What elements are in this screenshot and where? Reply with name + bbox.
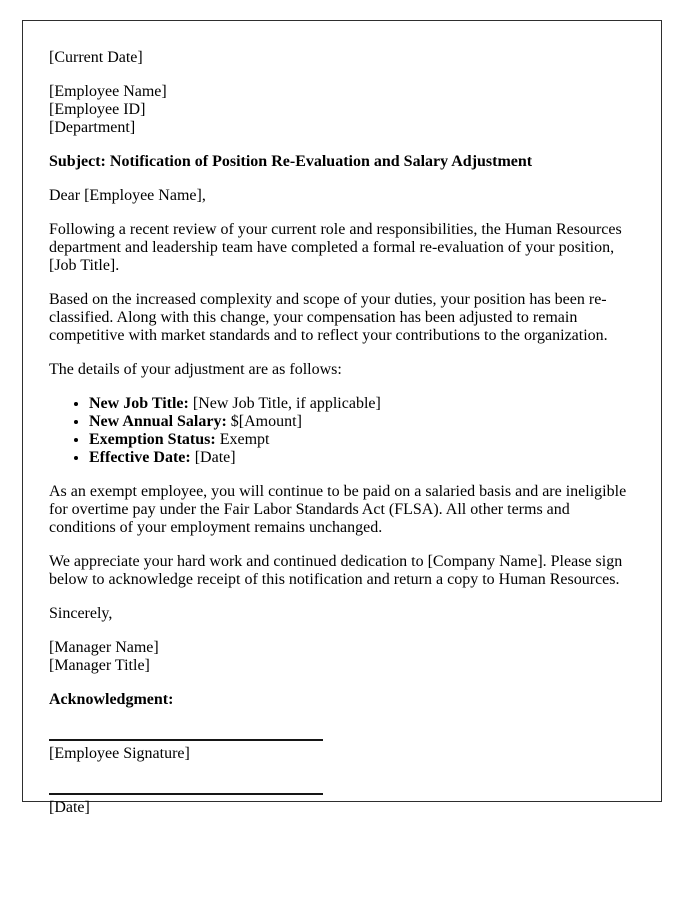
- recipient-block: [49, 83, 635, 137]
- list-item-new-annual-salary: [89, 413, 635, 431]
- letter-document: [22, 20, 662, 816]
- recipient-id: [Employee ID]: [49, 101, 146, 118]
- details-intro: The details of your adjustment are as follows:: [49, 361, 342, 378]
- list-item-new-job-title: [89, 395, 635, 413]
- employee-signature-label: [Employee Signature]: [49, 745, 190, 762]
- body-paragraph-4: We appreciate your hard work and continued dedication to [Company Name]. Please sign below to acknowledge receipt of this notification and return a copy to Human Resources.: [49, 553, 623, 588]
- detail-label: New Job Title:: [89, 395, 189, 412]
- detail-value: [New Job Title, if applicable]: [192, 395, 381, 412]
- date-signature-label: [Date]: [49, 799, 90, 816]
- recipient-name: [Employee Name]: [49, 83, 167, 100]
- sender-title: [Manager Title]: [49, 657, 150, 674]
- detail-label: Effective Date:: [89, 449, 191, 466]
- closing-line: Sincerely,: [49, 605, 113, 622]
- body-paragraph-2: Based on the increased complexity and scope of your duties, your position has been re-classified. Along with this change, your compensation has been adjusted to remain competitive with market standards and to reflect your contributions to the organization.: [49, 291, 608, 344]
- sender-name: [Manager Name]: [49, 639, 159, 656]
- detail-label: New Annual Salary:: [89, 413, 227, 430]
- signature-field-employee: [49, 739, 635, 763]
- detail-value: [Date]: [194, 449, 236, 466]
- employee-signature-line: [49, 739, 323, 741]
- detail-label: Exemption Status:: [89, 431, 216, 448]
- sender-block: [49, 639, 635, 675]
- salutation: Dear [Employee Name],: [49, 187, 206, 204]
- list-item-effective-date: [89, 449, 635, 467]
- body-paragraph-1: Following a recent review of your current role and responsibilities, the Human Resources department and leadership team have completed a formal re-evaluation of your position, [Job Title].: [49, 221, 622, 274]
- body-paragraph-3: As an exempt employee, you will continue to be paid on a salaried basis and are ineligible for overtime pay under the Fair Labor Standards Act (FLSA). All other terms and conditions of your employment remains unchanged.: [49, 483, 627, 536]
- date-line: [Current Date]: [49, 49, 143, 66]
- recipient-department: [Department]: [49, 119, 136, 136]
- list-item-exemption-status: [89, 431, 635, 449]
- signature-field-date: [49, 793, 635, 817]
- subject-line: Subject: Notification of Position Re-Evaluation and Salary Adjustment: [49, 153, 533, 170]
- details-list: [49, 395, 635, 467]
- date-signature-line: [49, 793, 323, 795]
- detail-value: Exempt: [219, 431, 270, 448]
- acknowledgment-heading: Acknowledgment:: [49, 691, 174, 708]
- detail-value: $[Amount]: [230, 413, 302, 430]
